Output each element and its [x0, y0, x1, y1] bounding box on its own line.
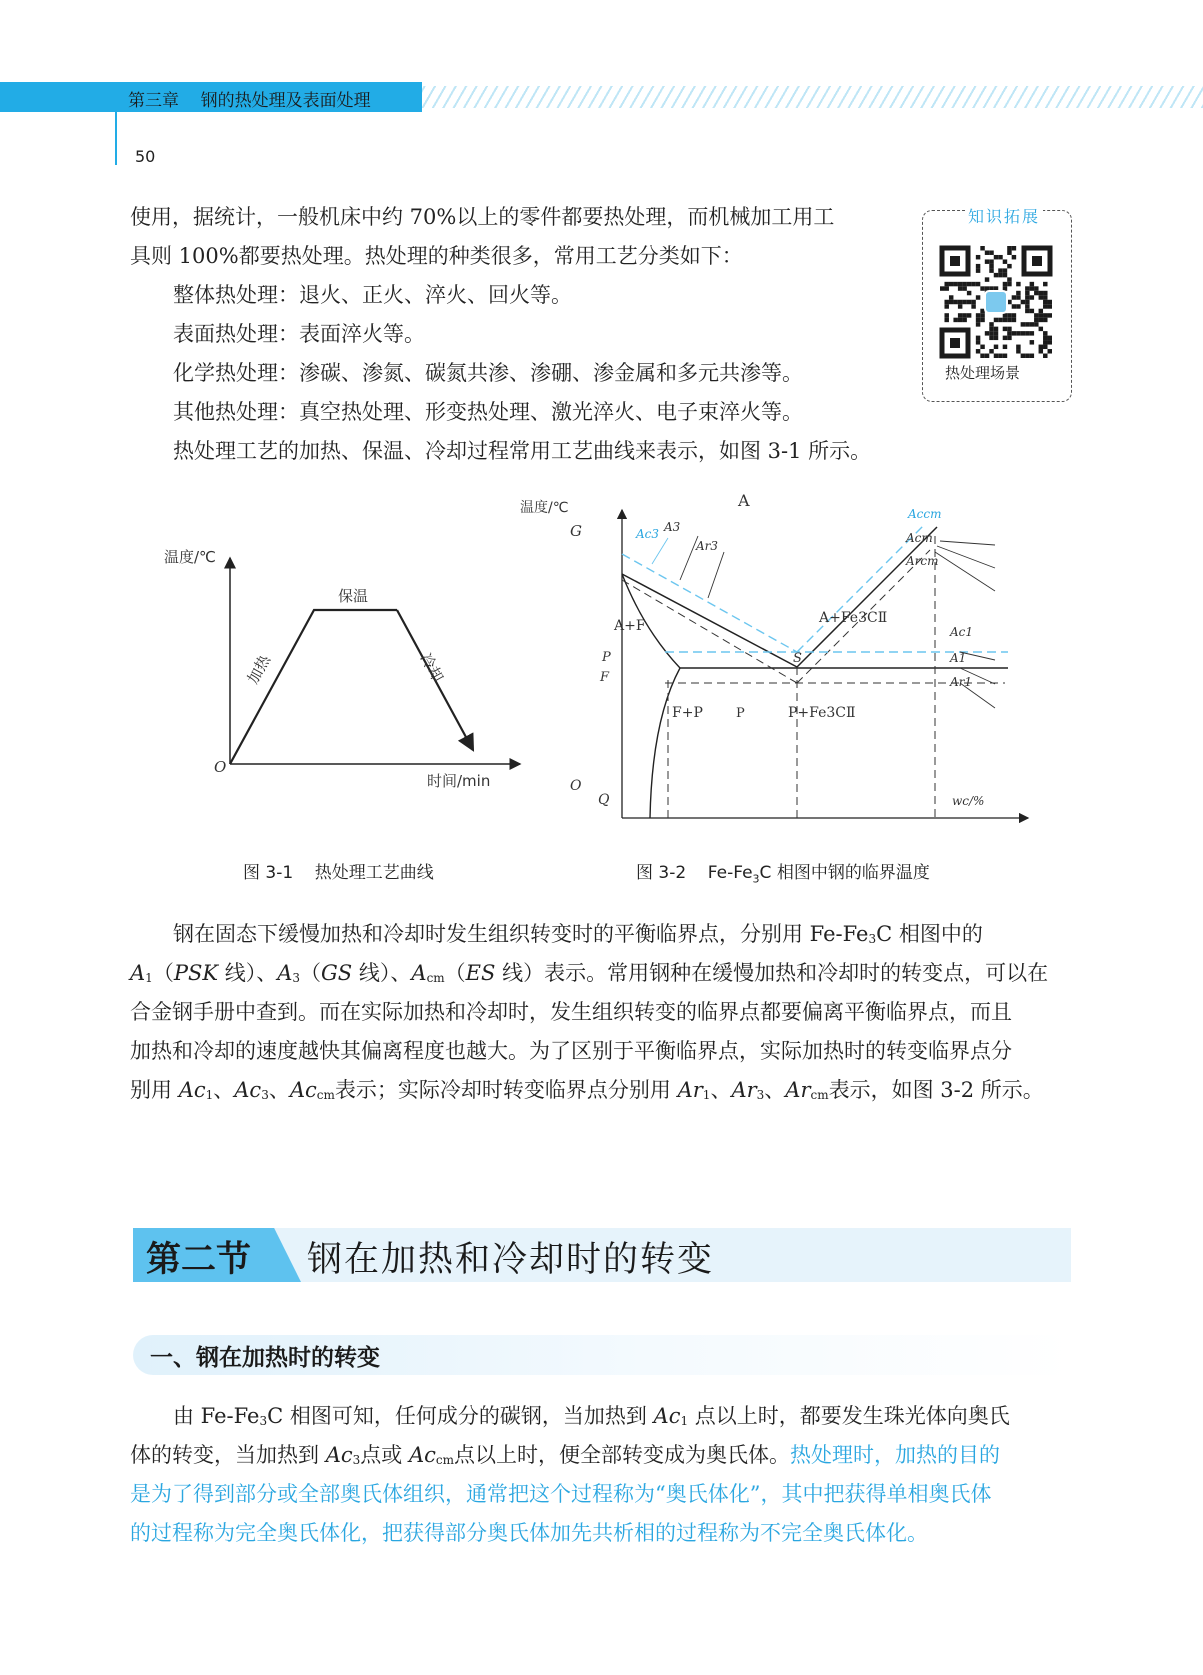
fig2-label-Ar1: Ar1 [950, 675, 973, 689]
qr-module [1039, 309, 1043, 313]
qr-module [1039, 345, 1043, 349]
fig2-region-A: A [738, 491, 750, 510]
fig2-label-Ac1: Ac1 [950, 625, 974, 639]
fig2-se-line [797, 527, 937, 667]
qr-module [1039, 349, 1043, 353]
qr-module [953, 282, 957, 286]
qr-module [944, 300, 948, 304]
final-symbol-Ac1-sub: 1 [680, 1414, 689, 1428]
fig2-leader-ac3 [652, 538, 668, 564]
symbol-Ar3-sub: 3 [756, 1088, 765, 1102]
qr-module [1007, 318, 1011, 322]
fig2-accm-line [797, 526, 923, 652]
qr-module [1048, 340, 1052, 344]
l5-sep-2: 、 [268, 1078, 290, 1102]
qr-module [958, 318, 962, 322]
qr-module [958, 300, 962, 304]
qr-module [962, 313, 966, 317]
qr-module [1003, 282, 1007, 286]
qr-module [989, 349, 993, 353]
fig2-point-G: G [570, 522, 582, 540]
qr-module [1043, 282, 1047, 286]
l5-sep-3: 、 [710, 1078, 732, 1102]
qr-module [989, 331, 993, 335]
qr-module [1030, 354, 1034, 358]
qr-module [1021, 300, 1025, 304]
symbol-A3-sub: 3 [292, 971, 301, 985]
qr-module [976, 336, 980, 340]
body-line-1-end: C 相图中的 [876, 922, 983, 946]
qr-module [1043, 295, 1047, 299]
intro-item-5: 热处理工艺的加热、保温、冷却过程常用工艺曲线来表示，如图 3-1 所示。 [173, 439, 872, 463]
qr-module [985, 354, 989, 358]
final-l1-sub: 3 [259, 1414, 268, 1428]
fig2-ac3-line [622, 554, 797, 652]
qr-module [949, 300, 953, 304]
intro-item-1: 整体热处理：退火、正火、淬火、回火等。 [173, 283, 572, 307]
fig1-cool-label: 冷却 [416, 650, 447, 686]
qr-module [962, 282, 966, 286]
knowledge-box-label: 知识拓展 [965, 204, 1043, 227]
fig2-region-AFe3C: A+Fe3CⅡ [819, 610, 888, 626]
section-title: 钢在加热和冷却时的转变 [307, 1240, 715, 1280]
intro-line-2: 具则 100%都要热处理。热处理的种类很多，常用工艺分类如下： [130, 244, 743, 268]
qr-module [980, 318, 984, 322]
qr-module [994, 336, 998, 340]
final-line-4: 的过程称为完全奥氏体化，把获得部分奥氏体加先共析相的过程称为不完全奥氏体化。 [130, 1521, 928, 1545]
fig2-label-A1: A1 [950, 651, 967, 665]
final-symbol-Accm: Ac [408, 1443, 436, 1467]
qr-module [958, 286, 962, 290]
qr-module [1025, 304, 1029, 308]
symbol-Accm: Ac [289, 1078, 317, 1102]
l5-mid: 表示；实际冷却时转变临界点分别用 [334, 1078, 678, 1102]
qr-module [989, 250, 993, 254]
qr-module [1016, 295, 1020, 299]
qr-module [998, 318, 1002, 322]
qr-module [1025, 291, 1029, 295]
fig1-heat-hold-line [230, 610, 397, 764]
psk-close: 线）、 [218, 961, 278, 985]
qr-module [949, 295, 953, 299]
qr-module [1025, 354, 1029, 358]
body-line-4: 加热和冷却的速度越快其偏离程度也越大。为了区别于平衡临界点，实际加热时的转变临界点分 [130, 1039, 1012, 1063]
symbol-Ar1: Ar [677, 1078, 703, 1102]
fig2-region-AF: A+F [614, 618, 646, 634]
qr-module [976, 318, 980, 322]
final-l2-b: 点或 [360, 1443, 409, 1467]
qr-module [1021, 354, 1025, 358]
qr-module [985, 277, 989, 281]
qr-module [976, 340, 980, 344]
qr-module [958, 304, 962, 308]
qr-module [989, 327, 993, 331]
qr-module [1030, 340, 1034, 344]
fig2-y-label: 温度/℃ [520, 500, 569, 516]
qr-module [1043, 345, 1047, 349]
fig2-label-Acm: Acm [906, 531, 933, 545]
qr-module [1043, 291, 1047, 295]
qr-module [980, 354, 984, 358]
page-number: 50 [135, 147, 156, 166]
l5-end: 表示，如图 3-2 所示。 [828, 1078, 1044, 1102]
qr-module [985, 259, 989, 263]
final-line-1 [173, 1397, 1010, 1441]
qr-module [1016, 345, 1020, 349]
qr-module [1003, 345, 1007, 349]
qr-module [1043, 336, 1047, 340]
qr-module [1007, 331, 1011, 335]
l5-sep-4: 、 [764, 1078, 786, 1102]
qr-module [1048, 304, 1052, 308]
qr-module [1025, 295, 1029, 299]
qr-module [1043, 331, 1047, 335]
final-symbol-Accm-sub: cm [435, 1453, 454, 1467]
l5-sep-1: 、 [213, 1078, 235, 1102]
section-tag: 第二节 [146, 1240, 252, 1280]
qr-module [962, 318, 966, 322]
qr-module [1043, 304, 1047, 308]
qr-module [1030, 286, 1034, 290]
fig2-x-label: wc/% [952, 794, 985, 808]
qr-module [1007, 264, 1011, 268]
psk-open: （ [152, 961, 174, 985]
qr-module [971, 282, 975, 286]
qr-module [1025, 322, 1029, 326]
qr-module [949, 282, 953, 286]
fig2-label-Arcm: Arcm [906, 554, 939, 568]
qr-module [1039, 318, 1043, 322]
qr-module [1003, 273, 1007, 277]
fig2-label-Accm: Accm [908, 507, 942, 521]
symbol-Ar1-sub: 1 [702, 1088, 711, 1102]
fig1-y-label: 温度/℃ [164, 548, 216, 566]
knowledge-box-caption: 热处理场景 [945, 364, 1021, 382]
qr-module [980, 286, 984, 290]
qr-module [1030, 331, 1034, 335]
qr-module [1012, 295, 1016, 299]
gs-text: GS [321, 961, 353, 985]
l5-prefix: 别用 [130, 1078, 179, 1102]
qr-module [980, 345, 984, 349]
header-hatch-decoration [422, 86, 1203, 108]
qr-module [980, 246, 984, 250]
qr-module [1021, 322, 1025, 326]
fig2-point-F: F [600, 670, 610, 685]
qr-module [1048, 349, 1052, 353]
intro-line-1: 使用，据统计，一般机床中约 70%以上的零件都要热处理，而机械加工用工 [130, 205, 835, 229]
qr-module [989, 264, 993, 268]
qr-module [1043, 313, 1047, 317]
fig2-point-P-upper: P [602, 650, 611, 665]
symbol-Arcm-sub: cm [810, 1088, 829, 1102]
qr-module [944, 318, 948, 322]
fig1-x-label: 时间/min [427, 772, 491, 790]
qr-module [944, 286, 948, 290]
final-line-2 [130, 1436, 1000, 1480]
fig1-origin: O [214, 758, 227, 776]
qr-module [976, 282, 980, 286]
fig2-point-S: S [793, 651, 802, 666]
qr-module [1003, 318, 1007, 322]
qr-module [1025, 309, 1029, 313]
qr-module [967, 300, 971, 304]
qr-module [994, 331, 998, 335]
qr-module [1043, 318, 1047, 322]
qr-module [985, 331, 989, 335]
intro-item-4: 其他热处理：真空热处理、形变热处理、激光淬火、电子束淬火等。 [173, 400, 803, 424]
body-line-2 [130, 954, 1048, 998]
qr-module [944, 313, 948, 317]
final-l1-c: 点以上时，都要发生珠光体向奥氏 [688, 1404, 1010, 1428]
fig2-leader-accm [940, 541, 995, 545]
qr-module [976, 264, 980, 268]
qr-module [1007, 282, 1011, 286]
qr-module [962, 300, 966, 304]
qr-code[interactable] [940, 246, 1052, 358]
qr-module [1007, 246, 1011, 250]
fig2-leader-arcm [935, 552, 995, 591]
qr-module [967, 282, 971, 286]
qr-module [1016, 304, 1020, 308]
qr-module [1025, 300, 1029, 304]
qr-module [967, 313, 971, 317]
qr-module [1003, 327, 1007, 331]
es-text: ES [465, 961, 496, 985]
qr-module [976, 255, 980, 259]
qr-module [976, 313, 980, 317]
qr-module [980, 313, 984, 317]
fig2-point-Q: Q [598, 792, 610, 808]
qr-module [1021, 331, 1025, 335]
fig2-caption-prefix: 图 3-2 Fe-Fe [636, 863, 753, 883]
qr-module [953, 300, 957, 304]
subsection-title: 一、钢在加热时的转变 [150, 1345, 380, 1371]
qr-module [1003, 354, 1007, 358]
qr-module [1043, 354, 1047, 358]
body-line-1 [173, 915, 983, 959]
psk-text: PSK [173, 961, 219, 985]
qr-module [958, 282, 962, 286]
qr-module [1003, 268, 1007, 272]
symbol-Ac3: Ac [234, 1078, 262, 1102]
fig1-caption: 图 3-1 热处理工艺曲线 [243, 863, 434, 883]
intro-item-3: 化学热处理：渗碳、渗氮、碳氮共渗、渗硼、渗金属和多元共渗等。 [173, 361, 803, 385]
body-line-1-sub: 3 [868, 932, 877, 946]
qr-module [1012, 318, 1016, 322]
qr-module [1007, 336, 1011, 340]
fig2-region-FP: F+P [672, 705, 703, 721]
figure-3-1-process-curve [150, 540, 550, 800]
qr-module [985, 250, 989, 254]
qr-module [1012, 304, 1016, 308]
qr-module [1048, 313, 1052, 317]
symbol-A1-sub: 1 [145, 971, 153, 985]
qr-module [1034, 286, 1038, 290]
body-line-1-text: 钢在固态下缓慢加热和冷却时发生组织转变时的平衡临界点，分别用 Fe-Fe [173, 922, 869, 946]
qr-module [944, 304, 948, 308]
qr-module [1030, 322, 1034, 326]
qr-module [962, 286, 966, 290]
qr-module [989, 259, 993, 263]
qr-module [1025, 331, 1029, 335]
gs-open: （ [300, 961, 322, 985]
final-symbol-Ac3-sub: 3 [352, 1453, 361, 1467]
symbol-Acm-sub: cm [426, 971, 445, 985]
qr-module [976, 268, 980, 272]
qr-module [989, 322, 993, 326]
final-symbol-Ac1: Ac [653, 1404, 681, 1428]
body-line-3: 合金钢手册中查到。而在实际加热和冷却时，发生组织转变的临界点都要偏离平衡临界点，而且 [130, 1000, 1012, 1024]
fig2-point-P-lower: P [736, 706, 745, 721]
qr-module [1034, 318, 1038, 322]
qr-module [1039, 291, 1043, 295]
final-l1-b: C 相图可知，任何成分的碳钢，当加热到 [267, 1404, 654, 1428]
qr-module [1034, 291, 1038, 295]
qr-module [1003, 259, 1007, 263]
fig2-label-Ac3: Ac3 [636, 527, 660, 541]
qr-module [989, 336, 993, 340]
fig2-region-PFe3C: P+Fe3CⅡ [788, 705, 856, 721]
qr-module [1048, 300, 1052, 304]
qr-module [1039, 327, 1043, 331]
qr-module [1016, 331, 1020, 335]
qr-module [1016, 282, 1020, 286]
intro-item-2: 表面热处理：表面淬火等。 [173, 322, 425, 346]
symbol-A1: A [130, 961, 146, 985]
fig2-pq-curve [650, 668, 680, 818]
qr-module [1007, 313, 1011, 317]
fig2-caption-suffix: C 相图中钢的临界温度 [759, 863, 930, 883]
final-l2-c: 点以上时，便全部转变成为奥氏体。 [454, 1443, 790, 1467]
fig2-label-Ar3: Ar3 [696, 539, 719, 553]
fig2-caption [636, 858, 930, 885]
qr-module [976, 295, 980, 299]
fig2-label-A3: A3 [664, 520, 681, 534]
qr-module [1030, 295, 1034, 299]
final-l1-a: 由 Fe-Fe [173, 1404, 260, 1428]
qr-module [976, 322, 980, 326]
symbol-Accm-sub: cm [316, 1088, 335, 1102]
qr-module [1043, 300, 1047, 304]
qr-module [1007, 327, 1011, 331]
qr-module [971, 304, 975, 308]
qr-module [994, 318, 998, 322]
qr-module [1003, 336, 1007, 340]
qr-module [953, 318, 957, 322]
es-close: 线）表示。常用钢种在缓慢加热和冷却时的转变点，可以在 [495, 961, 1049, 985]
fig2-origin: O [570, 778, 582, 794]
qr-module [1016, 349, 1020, 353]
qr-module [994, 345, 998, 349]
qr-module [1007, 277, 1011, 281]
qr-module [1025, 286, 1029, 290]
symbol-Acm: A [411, 961, 427, 985]
symbol-A3: A [277, 961, 293, 985]
qr-module [998, 273, 1002, 277]
qr-module [998, 268, 1002, 272]
qr-module [958, 313, 962, 317]
chapter-title: 第三章 钢的热处理及表面处理 [128, 91, 371, 111]
qr-module [994, 273, 998, 277]
qr-module [994, 354, 998, 358]
body-line-5 [130, 1071, 1044, 1115]
fig2-caption-sub: 3 [752, 872, 760, 886]
qr-module [1048, 336, 1052, 340]
final-symbol-Ac3: Ac [325, 1443, 353, 1467]
fig2-gs-line [622, 574, 797, 667]
qr-module [1012, 313, 1016, 317]
es-open: （ [444, 961, 466, 985]
symbol-Ar3: Ar [731, 1078, 757, 1102]
qr-module [1016, 291, 1020, 295]
qr-module [1012, 246, 1016, 250]
qr-module [1030, 309, 1034, 313]
qr-module [940, 286, 944, 290]
qr-module [1043, 340, 1047, 344]
final-line-3: 是为了得到部分或全部奥氏体组织，通常把这个过程称为“奥氏体化”，其中把获得单相奥氏体 [130, 1482, 992, 1506]
symbol-Ac3-sub: 3 [261, 1088, 269, 1102]
qr-module [967, 291, 971, 295]
qr-module [998, 255, 1002, 259]
qr-module [1039, 295, 1043, 299]
qr-module [1039, 313, 1043, 317]
qr-module [1034, 313, 1038, 317]
qr-module [1007, 250, 1011, 254]
final-l2-a: 体的转变，当加热到 [130, 1443, 326, 1467]
qr-module [998, 354, 1002, 358]
fig2-leader-acm [937, 546, 995, 568]
qr-module [1030, 282, 1034, 286]
gs-close: 线）、 [352, 961, 412, 985]
qr-module [944, 282, 948, 286]
final-l2-blue: 热处理时，加热的目的 [790, 1443, 1000, 1467]
qr-module [1034, 322, 1038, 326]
fig1-heat-label: 加热 [243, 651, 275, 687]
fig2-leader-ar3 [708, 552, 724, 598]
symbol-Ac1: Ac [178, 1078, 206, 1102]
qr-module [1012, 331, 1016, 335]
qr-module [976, 349, 980, 353]
qr-module [971, 300, 975, 304]
margin-line [115, 110, 117, 165]
symbol-Ac1-sub: 1 [205, 1088, 214, 1102]
qr-module [994, 255, 998, 259]
qr-module [989, 268, 993, 272]
fig1-hold-label: 保温 [338, 587, 369, 605]
qr-module [994, 327, 998, 331]
symbol-Arcm: Ar [785, 1078, 811, 1102]
qr-module [1012, 255, 1016, 259]
figure-3-2-fe-fe3c-diagram [520, 491, 1060, 845]
